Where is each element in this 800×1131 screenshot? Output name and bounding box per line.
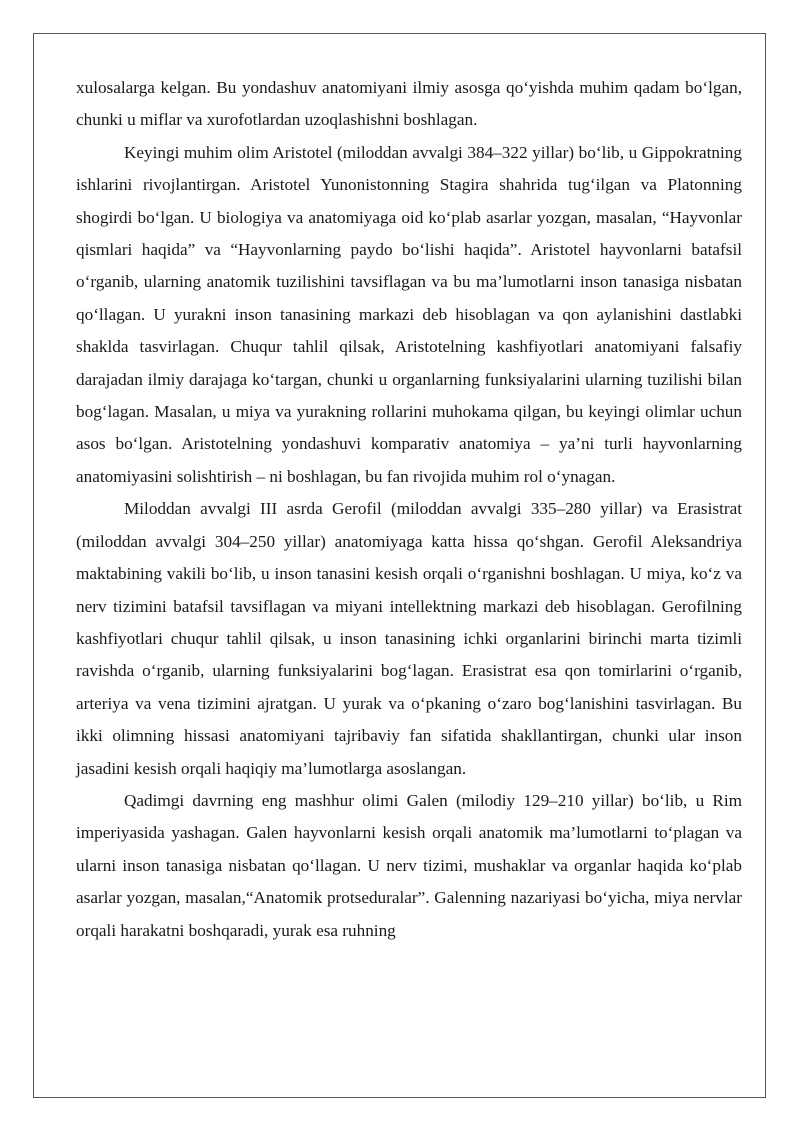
paragraph-2: Keyingi muhim olim Aristotel (miloddan avvalgi 384–322 yillar) bo‘lib, u Gippokratning ishlarini rivojlantirgan. Aristotel Yunonistonning Stagira shahrida tug‘ilgan va Platonning shogirdi bo‘lgan. U biologiya va anatomiyaga oid ko‘plab asarlar yozgan, masalan, “Hayvonlar qismlari haqida” va “Hayvonlarning paydo bo‘lishi haqida”. Aristotel hayvonlarni batafsil o‘rganib, ularning anatomik tuzilishini tavsiflagan va bu ma’lumotlarni inson tanasiga nisbatan qo‘llagan. U yurakni inson tanasining markazi deb hisoblagan va qon aylanishini dastlabki shaklda tasvirlagan. Chuqur tahlil qilsak, Aristotelning kashfiyotlari anatomiyani falsafiy darajadan ilmiy darajaga ko‘targan, chunki u organlarning funksiyalarini ularning tuzilishi bilan bog‘lagan. Masalan, u miya va yurakning rollarini muhokama qilgan, bu keyingi olimlar uchun asos bo‘lgan. Aristotelning yondashuvi komparativ anatomiya – ya’ni turli hayvonlarning anatomiyasini solishtirish – ni boshlagan, bu fan rivojida muhim rol o‘ynagan.	[76, 142, 742, 486]
paragraph-4: Qadimgi davrning eng mashhur olimi Galen (milodiy 129–210 yillar) bo‘lib, u Rim imperiyasida yashagan. Galen hayvonlarni kesish orqali anatomik ma’lumotlarni to‘plagan va ularni inson tanasiga nisbatan qo‘llagan. U nerv tizimi, mushaklar va organlar haqida ko‘plab asarlar yozgan, masalan,“Anatomik protseduralar”. Galenning nazariyasi bo‘yicha, miya nervlar orqali harakatni boshqaradi, yurak esa ruhning	[76, 790, 742, 940]
paragraph-3: Miloddan avvalgi III asrda Gerofil (miloddan avvalgi 335–280 yillar) va Erasistrat (miloddan avvalgi 304–250 yillar) anatomiyaga katta hissa qo‘shgan. Gerofil Aleksandriya maktabining vakili bo‘lib, u inson tanasini kesish orqali o‘rganishni boshlagan. U miya, ko‘z va nerv tizimini batafsil tavsiflagan va miyani intellektning markazi deb hisoblagan. Gerofilning kashfiyotlari chuqur tahlil qilsak, u inson tanasining ichki organlarini birinchi marta tizimli ravishda o‘rganib, ularning funksiyalarini bog‘lagan. Erasistrat esa qon tomirlarini o‘rganib, arteriya va vena tizimini ajratgan. U yurak va o‘pkaning o‘zaro bog‘lanishini tasvirlagan. Bu ikki olimning hissasi anatomiyani tajribaviy fan sifatida shakllantirgan, chunki ular inson jasadini kesish orqali haqiqiy ma’lumotlarga asoslangan.	[76, 499, 742, 778]
paragraph-1: xulosalarga kelgan. Bu yondashuv anatomiyani ilmiy asosga qo‘yishda muhim qadam bo‘lgan, chunki u miflar va xurofotlardan uzoqlashishni boshlagan.	[76, 78, 742, 130]
document-body	[76, 72, 742, 947]
